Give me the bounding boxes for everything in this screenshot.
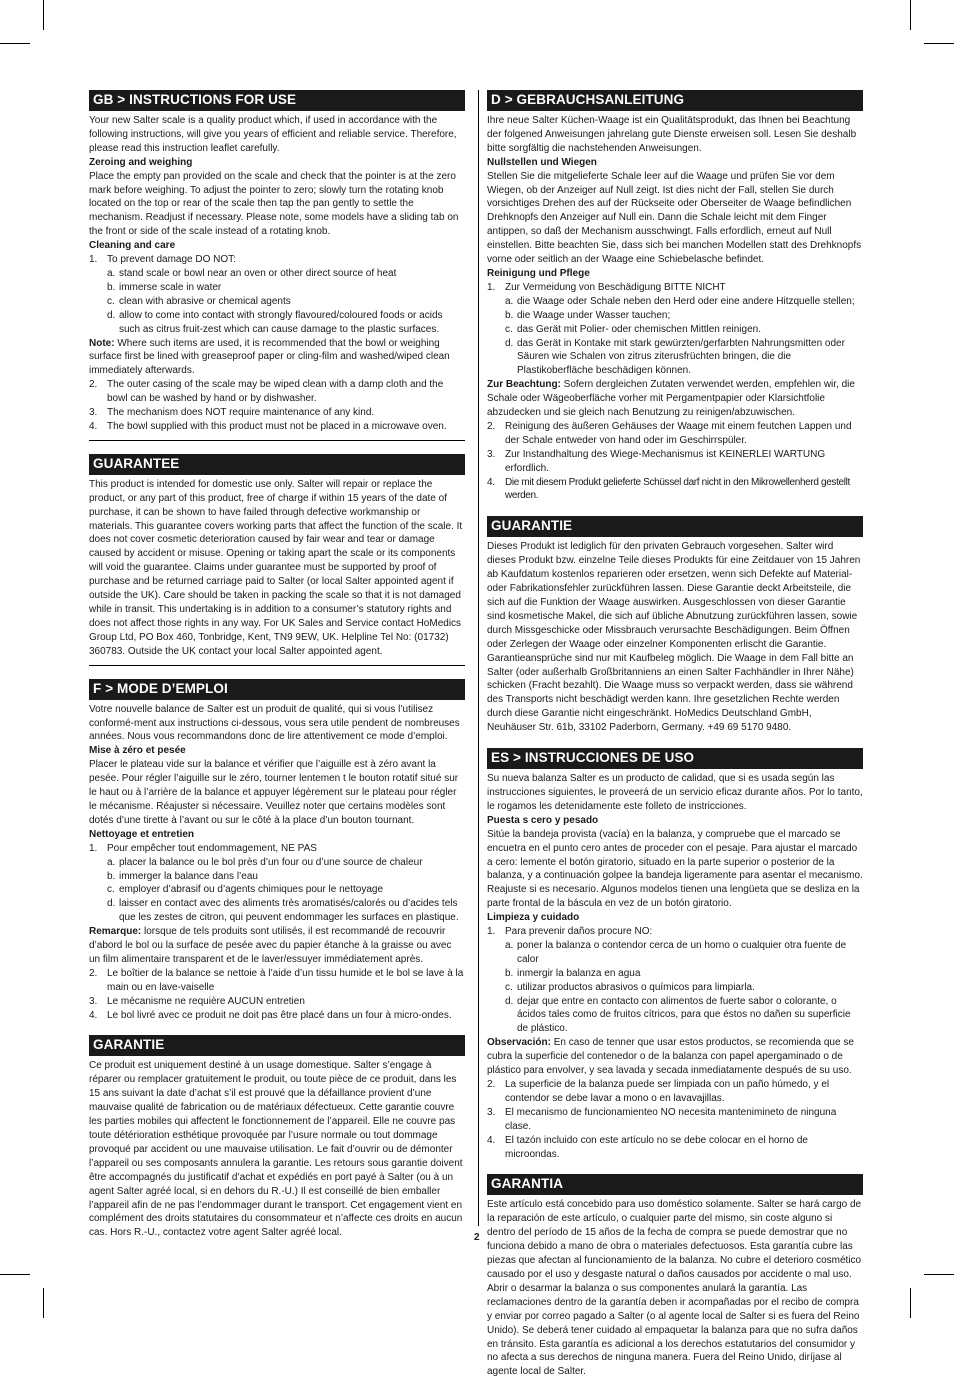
list-item: a. placer la balance ou le bol près d’un four ou d’une source de chaleur — [107, 856, 423, 868]
note-text: Remarque: lorsque de tels produits sont utilisés, il est recommandé de recouvrir d’abord le bol ou la surface de pesée avec du papier étanche à la graisse ou avec un film alimentaire transparent et de le laver/essuyer immédiatement après. — [89, 926, 452, 965]
section-heading: GARANTIA — [487, 1174, 863, 1195]
section-heading: GUARANTEE — [89, 454, 465, 475]
right-column — [487, 90, 863, 1392]
crop-mark — [0, 1274, 30, 1275]
gb-guarantee-section — [89, 454, 465, 666]
intro-text: Your new Salter scale is a quality product which, if used in accordance with the following instructions, will give you years of efficient and reliable service. Therefore, please read this instruction leaflet carefully. — [89, 115, 457, 154]
section-heading: GUARANTIE — [487, 516, 863, 537]
gb-instructions-section — [89, 90, 465, 441]
crop-mark — [43, 1288, 44, 1318]
list-item: d. dejar que entre en contacto con alimentos de fuerte sabor o colorante, o ácidos tales como de fruitos cítricos, para que éstos no dañen su superficie de plástico. — [505, 995, 851, 1035]
body-text: Dieses Produkt ist lediglich für den privaten Gebrauch vorgesehen. Salter wird dieses Produkt bzw. einzelne Teile dieses Produkts für eine Zeitdauer von 15 Jahren ab Kaufdatum kostenlos reparieren oder ersetzen, wenn sich Defekte auf Material- oder Fabrikationsfehler zurückführen lassen. Diese Garantie deckt Arbeitsteile, die sich auf die Funktion der Waage auswirken. Ausgeschlossen von dieser Garantie sind kosmetische Makel, die sich auf übliche Abnutzung zurückführen lassen, sowie durch Missgeschicke oder Missbrauch verursachte Beschädigungen. Beim Öffnen oder Zerlegen der Waage oder einzelner Komponenten erlischt die Garantie. Garantieansprüche sind nur mit Kaufbeleg möglich. Die Waage in dem Fall bitte an Salter (oder außerhalb Großbritanniens an einen Salter Fachhändler in Ihrer Nähe) schicken (Fracht bezahlt). Die Waage muss so verpackt werden, dass sie während des Transports nicht beschädigt werden kann. Ihre gesetzlichen Rechte werden durch diese Garantie nicht eingeschränkt. HoMedics Deutschland GmbH, Neuhäuser Str. 61b, 33102 Paderborn, Germany. +49 69 5170 9480. — [487, 541, 861, 734]
left-column — [89, 90, 465, 1253]
body-text: This product is intended for domestic use only. Salter will repair or replace the product, or any part of this product, free of charge if within 15 years of the date of purchase, it can be shown to have failed through defective workmanship or materials. This guarantee covers working parts that affect the function of the scale. It does not cover cosmetic deterioration caused by fair wear and tear or damage caused by accident or misuse. Opening or taking apart the scale or its components will void the guarantee. Claims under guarantee must be supported by proof of purchase and be returned carriage paid to Salter (or local Salter appointed agent if outside the UK). Care should be taken in packing the scale so that it is not damaged while in transit. This undertaking is in addition to a consumer’s statutory rights and does not affect those rights in any way. For UK Sales and Service contact HoMedics Group Ltd, PO Box 460, Tonbridge, Kent, TN9 9EW, UK. Helpline Tel No: (01732) 360783. Outside the UK contact your local Salter appointed agent. — [89, 478, 463, 657]
section-heading: GB > INSTRUCTIONS FOR USE — [89, 90, 465, 111]
subheading: Zeroing and weighing — [89, 156, 193, 168]
list-item: 1. Pour empêcher tout endommagement, NE PAS — [89, 842, 317, 854]
list-item: c. utilizar productos abrasivos o químicos para limpiarla. — [505, 981, 755, 993]
intro-text: Ihre neue Salter Küchen-Waage ist ein Qualitätsprodukt, das Ihnen bei Beachtung der folgened Anweisungen jahrelang gute Dienste erweisen soll. Lesen Sie deshalb bitte sorgfältig die nachstehenden Anweisungen. — [487, 115, 857, 154]
page-number: 2 — [474, 1232, 480, 1243]
section-heading: GARANTIE — [89, 1035, 465, 1056]
list-item: 1. Zur Vermeidung von Beschädigung BITTE NICHT — [487, 281, 726, 293]
crop-mark — [43, 0, 44, 30]
list-item: b. die Waage under Wasser tauchen; — [505, 309, 671, 321]
list-item: 3. The mechanism does NOT require maintenance of any kind. — [89, 407, 375, 419]
subheading: Mise à zéro et pesée — [89, 745, 186, 757]
list-item: 2. Reinigung des äußeren Gehäuses der Waage mit einem feutchen Lappen und der Schale entweder von hand oder im Geschirrspüler. — [487, 420, 852, 446]
subheading: Reinigung und Pflege — [487, 267, 590, 279]
list-item: 4. The bowl supplied with this product must not be placed in a microwave oven. — [89, 420, 447, 432]
list-item: c. employer d’abrasif ou d’agents chimiques pour le nettoyage — [107, 884, 384, 896]
list-item: c. clean with abrasive or chemical agents — [107, 295, 291, 307]
subheading: Cleaning and care — [89, 240, 176, 252]
subheading: Nettoyage et entretien — [89, 828, 195, 840]
list-item: 4. El tazón incluido con este artículo no se debe colocar en el horno de microondas. — [487, 1134, 808, 1160]
subheading: Puesta s cero y pesado — [487, 814, 599, 826]
list-item: 1. To prevent damage DO NOT: — [89, 254, 236, 266]
list-item: d. laisser en contact avec des aliments très aromatisés/calorés ou d’acides tels que les zestes de citron, qui peuvent endommager les surfaces en plastique. — [107, 898, 459, 924]
body-text: Sitúe la bandeja provista (vacía) en la balanza, y compruebe que el marcado se encuetra en el punto cero antes de proceder con el pesaje. Para ajustar el marcado a cero: lemente el botón giratorio, situado en la parte superior o posterior de la balanza, y a continuación golpee la bandeja ligeramente para asentar el mecanismo. Reajuste si es necesario. Algunos modelos tienen una lengüeta que se desliza en la parte frontal de la báscula en vez de un botón giratorio. — [487, 828, 863, 910]
list-item: 4. Die mit diesem Produkt gelieferte Schüssel darf nicht in den Mikrowellenherd gestellt werden. — [487, 476, 850, 502]
column-divider — [478, 90, 479, 1226]
crop-mark — [910, 1288, 911, 1318]
body-text: Place the empty pan provided on the scale and check that the pointer is at the zero mark before weighing. To adjust the pointer to zero; slowly turn the rotating knob located on the top or rear of the scale then tap the pan gently to settle the mechanism. Readjust if necessary. Please note, some models have a sliding tab on the front or side of the scale instead of a rotating knob. — [89, 170, 459, 238]
fr-instructions-section — [89, 679, 465, 1023]
list-item: 2. Le boîtier de la balance se nettoie à l’aide d’un tissu humide et le bol se lave à la main ou en lave-vaiselle — [89, 967, 464, 993]
section-heading: D > GEBRAUCHSANLEITUNG — [487, 90, 863, 111]
section-heading: ES > INSTRUCCIONES DE USO — [487, 748, 863, 769]
list-item: a. stand scale or bowl near an oven or other direct source of heat — [107, 267, 397, 279]
list-item: 3. Le mécanisme ne requière AUCUN entretien — [89, 995, 305, 1007]
list-item: 1. Para prevenir daños procure NO: — [487, 926, 653, 938]
fr-guarantee-section — [89, 1035, 465, 1240]
list-item: d. allow to come into contact with strongly flavoured/coloured foods or acids such as citrus fruit-zest which can cause damage to the plastic surfaces. — [107, 309, 443, 335]
list-item: 4. Le bol livré avec ce produit ne doit pas être placé dans un four à micro-ondes. — [89, 1009, 452, 1021]
crop-mark — [910, 0, 911, 30]
list-item: c. das Gerät mit Polier- oder chemischen Mittlen reinigen. — [505, 323, 761, 335]
body-text: Stellen Sie die mitgelieferte Schale leer auf die Waage und prüfen Sie vor dem Wiegen, ob der Anzeiger auf Null zeigt. Ist dies nicht der Fall, stellen Sie durch vorsichtiges Drehen des auf der Rückseite oder Oberseiter de Waage befindlichen Drehknopfs den Anzeiger auf Null ein. Dann die Schale leicht mit dem Finger antippen, so daß der Mechanism ausschwingt. Falls erfordlich, erneut auf Null einstellen. Bitte beachten Sie, dass sich bei manchen Modellen statt des Drehknopfs vorne oder seitlich an der Waage eine Schiebelasche befindet. — [487, 170, 862, 266]
intro-text: Su nueva balanza Salter es un producto de calidad, que si es usada según las instrucciones siguientes, le proveerá de un servicio eficaz durante años. Por lo tanto, le rogamos les detenidamente este folleto de instricciones. — [487, 773, 863, 812]
de-guarantee-section — [487, 516, 863, 735]
note-text: Zur Beachtung: Sofern dergleichen Zutaten verwendet werden, empfehlen wir, die Schale oder Wägeoberfläche vorher mit Pergamentpapier oder Klarsichtfolie abzudecken und sie gleich nach Benutzung zu reinigen/abzuwischen. — [487, 379, 855, 419]
crop-mark — [0, 43, 30, 44]
list-item: b. immerse scale in water — [107, 281, 222, 293]
list-item: 2. La superficie de la balanza puede ser limpiada con un paño húmedo, y el contendor se debe lavar a mono o en lavavajillas. — [487, 1079, 830, 1104]
de-instructions-section — [487, 90, 863, 503]
subheading: Nullstellen und Wiegen — [487, 156, 597, 168]
note-text: Observación: En caso de tenner que usar estos productos, se recomienda que se cubra la superficie del contenedor o de la balanza con papel apergaminado o de plástico para envolver, y sea lavada y secada inmediatamente después de su uso. — [487, 1037, 854, 1077]
note-text: Note: Where such items are used, it is recommended that the bowl or weighing surface first be lined with greaseproof paper or cling-film and washed/wiped clean immediately afterwards. — [89, 337, 450, 377]
section-heading: F > MODE D’EMPLOI — [89, 679, 465, 700]
subheading: Limpieza y cuidado — [487, 912, 580, 924]
intro-text: Votre nouvelle balance de Salter est un produit de qualité, qui si vous l’utilisez conformé-ment aux instructions ci-dessous, vous sera utile pendent de nombreuses années. Nous vous recommandons donc de lire attentivement ce mode d’emploi. — [89, 703, 460, 743]
es-instructions-section — [487, 748, 863, 1161]
list-item: a. die Waage oder Schale neben den Herd oder eine andere Hitzquelle stellen; — [505, 295, 855, 307]
list-item: a. poner la balanza o contendor cerca de un horno o cualquier otra fuente de calor — [505, 939, 847, 965]
list-item: b. immerger la balance dans l’eau — [107, 870, 258, 882]
es-guarantee-section — [487, 1174, 863, 1379]
list-item: 3. Zur Instandhaltung des Wiege-Mechanismus ist KEINERLEI WARTUNG erfordlich. — [487, 448, 826, 474]
list-item: 2. The outer casing of the scale may be wiped clean with a damp cloth and the bowl can be washed by hand or by dishwasher. — [89, 379, 444, 405]
body-text: Este artículo está concebido para uso doméstico solamente. Salter se hará cargo de la reparación de este artículo, o cualquier parte del mismo, sin coste alguno si dentro del período de 15 años de la fecha de compra se puede demostrar que no funciona debido a mano de obra o materiales defectuosos. Esta garantía cubre las piezas que afectan al funcionamiento de la balanza. No cubre el deterioro cosmético causado por el uso y desgaste natural o daños causados por accidente o mal uso. Abrir o desarmar la balanza o sus componentes anulará la garantía. Las reclamaciones dentro de la garantía deben ir acompañadas por el recibo de compra y enviar por correo pagado a Salter (o al agente local de Salter si es fuera del Reino Unido). Se deberá tener cuidado al empaquetar la balanza para que no sufra daños en tránsito. Esta garantía es adicional a los derechos estatutarios del consumidor y no afecta a sus derechos de ninguna manera. Fuera del Reino Unido, diríjase al agente local de Salter. — [487, 1199, 862, 1378]
crop-mark — [924, 1274, 954, 1275]
list-item: d. das Gerät in Kontake mit stark gewürzten/gerfarbten Nahrungsmitten oder Säuren wie Schalen von zitrus ziterusfrüchten bringen, die die Plastikoberfläche beschädigen können. — [505, 337, 845, 377]
list-item: b. inmergir la balanza en agua — [505, 967, 641, 979]
body-text: Placer le plateau vide sur la balance et vérifier que l’aiguille est à zéro avant la pesée. Pour régler l’aiguille sur le zéro, tourner lentemen t le bouton rotatif situé sur le haut ou à l’arrière de la balance et appuyer légèrement sur le plateau pour régler le mécanisme. Réajuster si nécessaire. Veuillez noter que certains modèles sont dotés d’une tirette à l’avant ou sur le côté à la place d’un bouton tournant. — [89, 759, 459, 826]
crop-mark — [924, 43, 954, 44]
body-text: Ce produit est uniquement destiné à un usage domestique. Salter s’engage à réparer ou remplacer gratuitement le produit, ou toute pièce de ce produit, dans les 15 ans suivant la date d’achat s’il est prouvé que la défaillance provient d’une mauvaise qualité de fabrication ou de matériaux défectueux. Cette garantie couvre les parties mobiles qui affectent le fonctionnement de l’appareil. Elle ne couvre pas toute détérioration esthétique provoquée par l’usure normale ou tout dommage provoqué par accident ou une mauvaise utilisation. Le fait d’ouvrir ou de démonter l’appareil ou ses composants annulera la garantie. Les retours sous garantie doivent être accompagnés du justificatif d’achat et expédiés en port payé à Salter (ou à un agent Salter agréé local, si en dehors du R.-U.) Il est conseillé de bien emballer l’appareil afin de ne pas l’endommager durant le transport. Cet engagement vient en complément des droits statutaires du consommateur et n’affecte ces droits en aucun cas. Hors R.-U., contactez votre agent Salter agréé local. — [89, 1060, 463, 1239]
list-item: 3. El mecanismo de funcionamienteo NO necesita mantenimineto de ninguna clase. — [487, 1106, 837, 1132]
